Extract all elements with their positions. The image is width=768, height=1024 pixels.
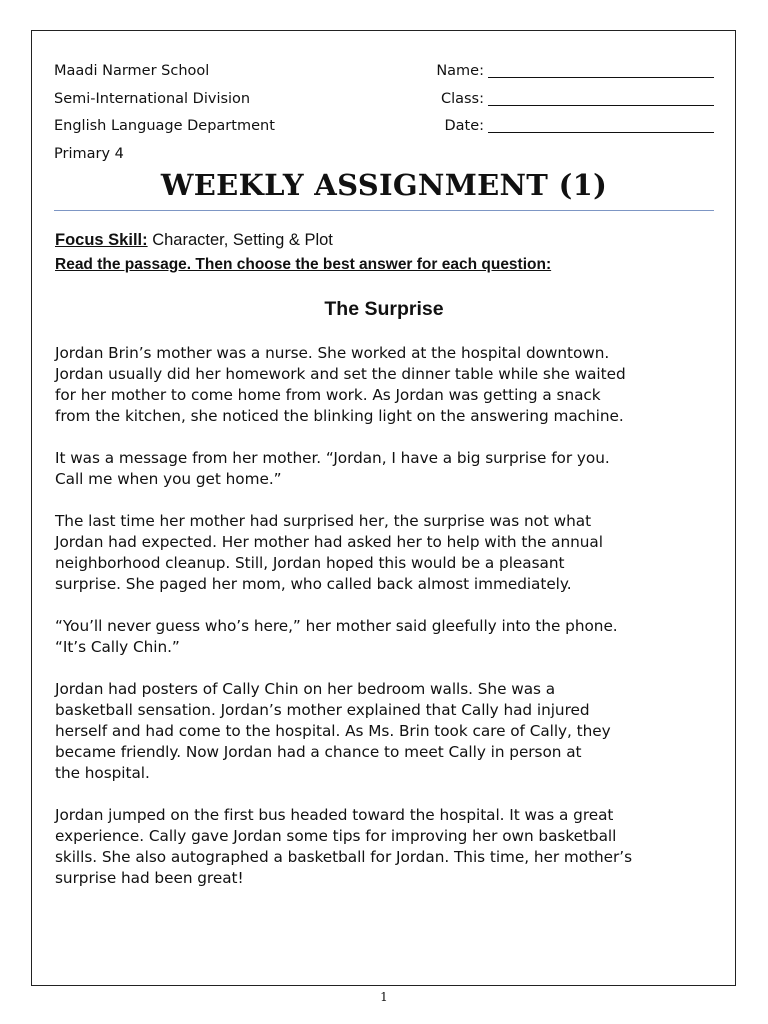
header-row-3	[54, 113, 714, 141]
passage-line: herself and had come to the hospital. As Ms. Brin took care of Cally, they	[55, 722, 611, 740]
story-title: The Surprise	[324, 298, 444, 320]
passage-line: Jordan had posters of Cally Chin on her bedroom walls. She was a	[55, 680, 556, 698]
focus-skill	[55, 230, 333, 251]
worksheet-header	[54, 58, 714, 168]
passage-line: Jordan jumped on the first bus headed toward the hospital. It was a great	[55, 806, 614, 824]
header-row-1	[54, 58, 714, 86]
paragraph-1	[55, 343, 720, 427]
passage-line: Call me when you get home.”	[55, 470, 282, 488]
passage-line: Jordan Brin’s mother was a nurse. She worked at the hospital downtown.	[55, 344, 610, 362]
passage-line: basketball sensation. Jordan’s mother explained that Cally had injured	[55, 701, 590, 719]
paragraph-5	[55, 679, 720, 784]
name-label: Name:	[436, 63, 484, 79]
assignment-title: WEEKLY ASSIGNMENT (1)	[160, 168, 608, 202]
paragraph-4	[55, 616, 720, 658]
passage-line: became friendly. Now Jordan had a chance to meet Cally in person at	[55, 743, 582, 761]
header-row-2	[54, 86, 714, 114]
passage-line: “It’s Cally Chin.”	[55, 638, 180, 656]
class-field	[429, 86, 714, 114]
division-name: Semi-International Division	[54, 90, 251, 107]
header-row-4	[54, 141, 714, 169]
passage-line: for her mother to come home from work. As Jordan was getting a snack	[55, 386, 601, 404]
grade-level: Primary 4	[54, 145, 124, 162]
passage-line: Jordan had expected. Her mother had asked her to help with the annual	[55, 533, 603, 551]
paragraph-3	[55, 511, 720, 595]
school-name: Maadi Narmer School	[54, 63, 210, 79]
paragraph-2	[55, 448, 720, 490]
focus-skill-value: Character, Setting & Plot	[147, 231, 333, 249]
name-blank[interactable]	[488, 58, 714, 78]
focus-skill-label: Focus Skill:	[55, 231, 148, 249]
department-name: English Language Department	[54, 118, 275, 134]
passage-line: the hospital.	[55, 764, 150, 782]
passage-line: “You’ll never guess who’s here,” her mother said gleefully into the phone.	[55, 617, 618, 635]
passage-line: from the kitchen, she noticed the blinking light on the answering machine.	[55, 407, 624, 425]
passage-line: skills. She also autographed a basketball for Jordan. This time, her mother’s	[55, 848, 632, 866]
instruction-text: Read the passage. Then choose the best answer for each question:	[55, 256, 552, 273]
class-label: Class:	[440, 90, 484, 107]
passage-line: experience. Cally gave Jordan some tips for improving her own basketball	[55, 827, 617, 845]
passage-line: It was a message from her mother. “Jordan, I have a big surprise for you.	[55, 449, 610, 467]
date-label: Date:	[444, 118, 484, 134]
passage-line: surprise. She paged her mom, who called back almost immediately.	[55, 575, 572, 593]
date-field	[429, 113, 714, 141]
passage-line: The last time her mother had surprised her, the surprise was not what	[55, 512, 592, 530]
date-blank[interactable]	[488, 113, 714, 133]
reading-passage	[55, 343, 720, 910]
name-field	[429, 58, 714, 86]
passage-line: Jordan usually did her homework and set the dinner table while she waited	[55, 365, 626, 383]
title-divider	[54, 210, 714, 211]
passage-line: neighborhood cleanup. Still, Jordan hoped this would be a pleasant	[55, 554, 565, 572]
page-number: 1	[380, 990, 388, 1004]
passage-line: surprise had been great!	[55, 869, 244, 887]
paragraph-6	[55, 805, 720, 889]
class-blank[interactable]	[488, 86, 714, 106]
